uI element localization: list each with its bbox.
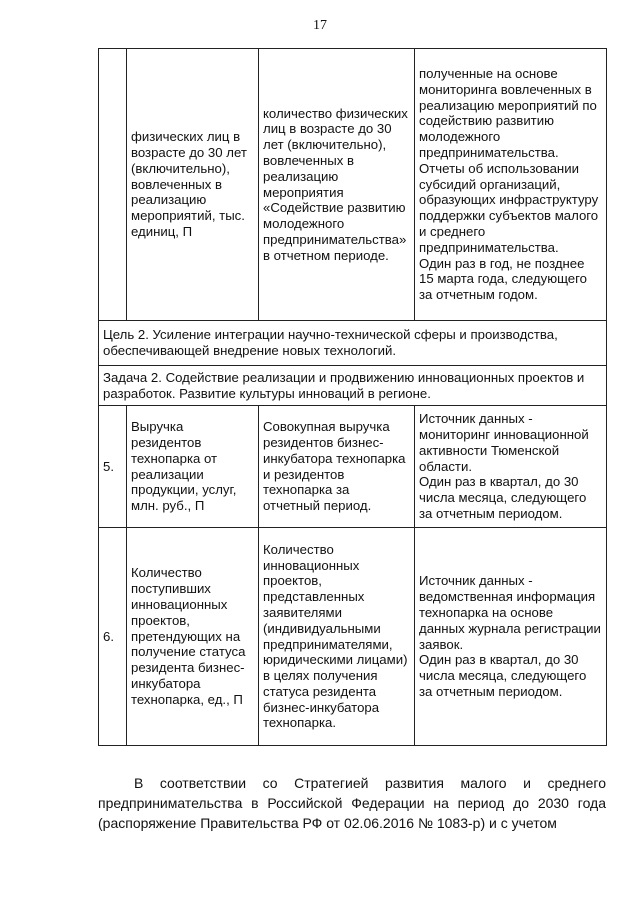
method-cell: количество физических лиц в возрасте до 30 лет (включительно), вовлеченных в реализацию мероприятия «Содействие развитию молодежного предпринимательства» в отчетном периоде. xyxy=(259,49,415,321)
indicator-cell: Количество поступивших инновационных проектов, претендующих на получение статуса резидента бизнес-инкубатора технопарка, ед., П xyxy=(127,528,259,746)
indicators-table xyxy=(98,48,607,746)
source-cell xyxy=(415,406,607,528)
method-cell: Количество инновационных проектов, представленных заявителями (индивидуальными предпринимателями, юридическими лицами) в целях получения статуса резидента бизнес-инкубатора технопарка. xyxy=(259,528,415,746)
row-number: 5. xyxy=(99,406,127,528)
source-cell xyxy=(415,49,607,321)
source-cell xyxy=(415,528,607,746)
table-row xyxy=(99,49,607,321)
page-number: 17 xyxy=(313,18,327,33)
source-line: Источник данных - ведомственная информация технопарка на основе данных журнала регистрации заявок. xyxy=(419,573,601,652)
table-row xyxy=(99,406,607,528)
source-line: Один раз в квартал, до 30 числа месяца, следующего за отчетным периодом. xyxy=(419,652,587,699)
table-row xyxy=(99,528,607,746)
source-line: Источник данных - мониторинг инновационной активности Тюменской области. xyxy=(419,411,589,474)
goal-row xyxy=(99,321,607,366)
source-line: Один раз в квартал, до 30 числа месяца, следующего за отчетным периодом. xyxy=(419,474,587,521)
method-cell: Совокупная выручка резидентов бизнес-инкубатора технопарка и резидентов технопарка за отчетный период. xyxy=(259,406,415,528)
indicator-cell: Выручка резидентов технопарка от реализации продукции, услуг, млн. руб., П xyxy=(127,406,259,528)
goal-cell: Цель 2. Усиление интеграции научно-технической сферы и производства, обеспечивающей внедрение новых технологий. xyxy=(99,321,607,366)
row-number: 6. xyxy=(99,528,127,746)
body-paragraph: В соответствии со Стратегией развития малого и среднего предпринимательства в Российской Федерации на период до 2030 года (распоряжение Правительства РФ от 02.06.2016 № 1083-р) и с учетом xyxy=(98,775,606,831)
task-row xyxy=(99,366,607,406)
indicator-cell: физических лиц в возрасте до 30 лет (включительно), вовлеченных в реализацию мероприятий, тыс. единиц, П xyxy=(127,49,259,321)
source-line: полученные на основе мониторинга вовлеченных в реализацию мероприятий по содействию развитию молодежного предпринимательства. xyxy=(419,66,597,160)
source-line: Один раз в год, не позднее 15 марта года, следующего за отчетным годом. xyxy=(419,255,587,303)
row-number xyxy=(99,49,127,321)
source-line: Отчеты об использовании субсидий организаций, образующих инфраструктуру поддержки субъектов малого и среднего предпринимательства. xyxy=(419,160,599,255)
task-cell: Задача 2. Содействие реализации и продвижению инновационных проектов и разработок. Развитие культуры инноваций в регионе. xyxy=(99,366,607,406)
